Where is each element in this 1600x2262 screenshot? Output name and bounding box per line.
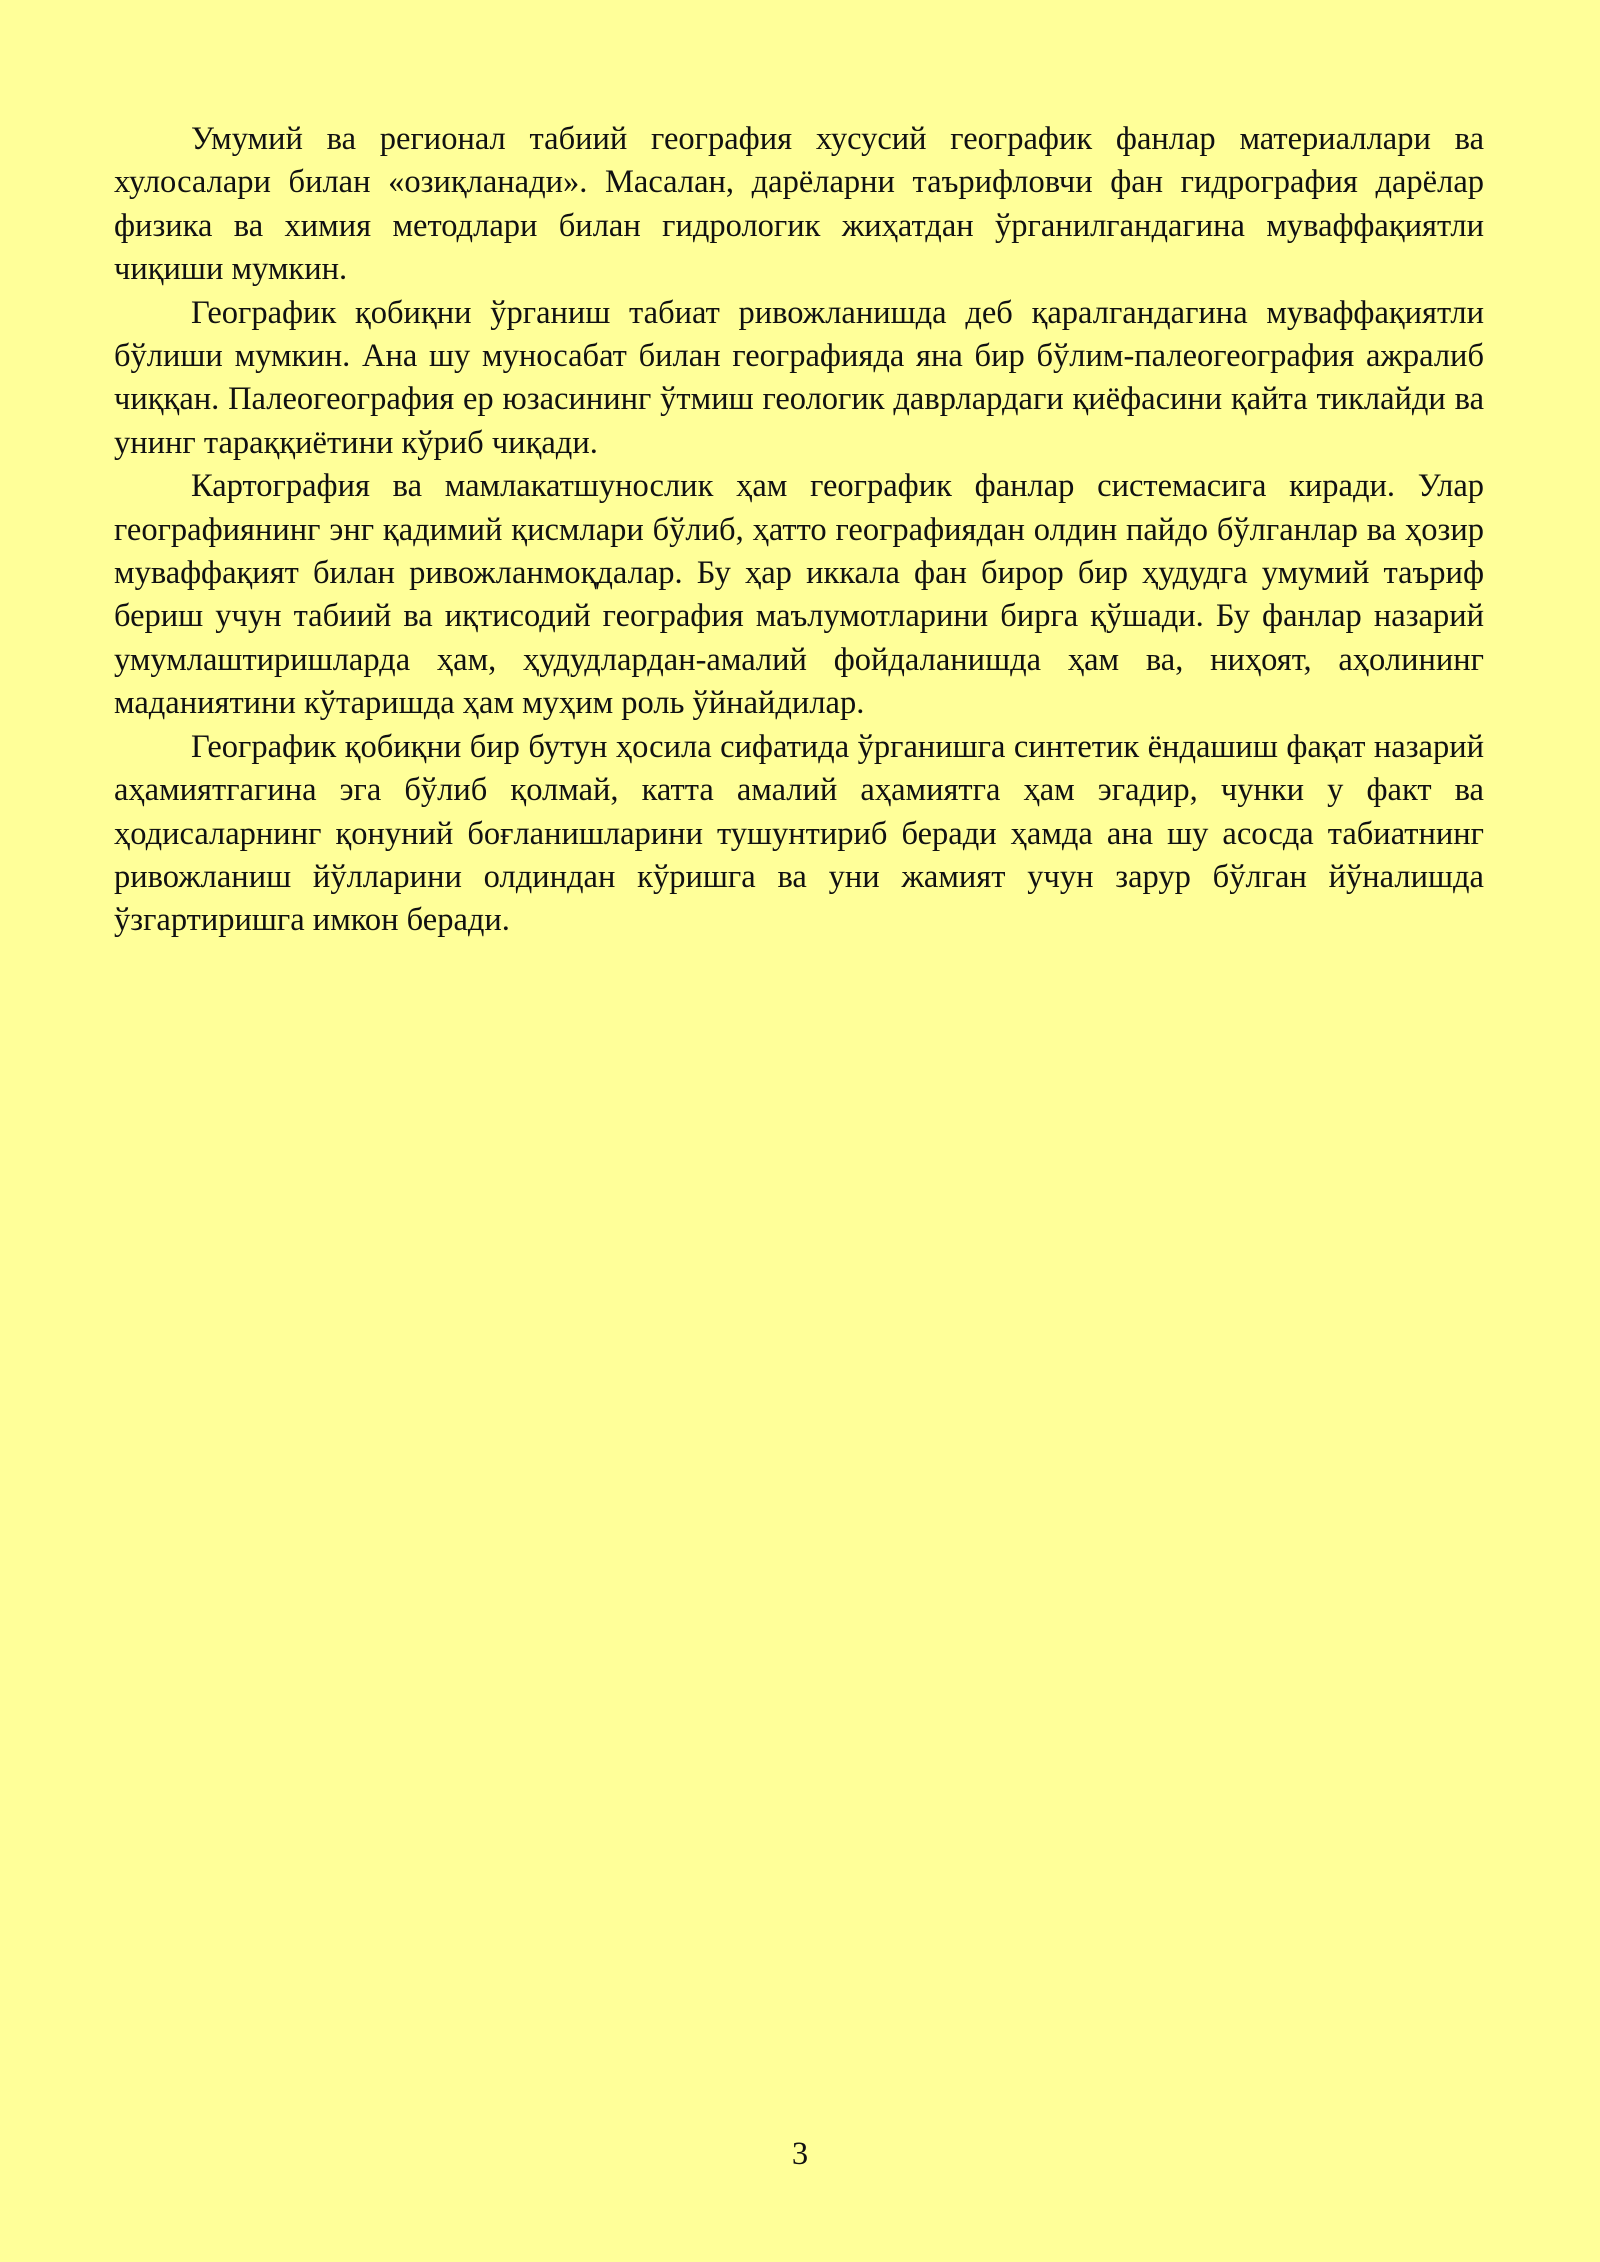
document-body: [114, 118, 1484, 943]
page-number: 3: [791, 2136, 809, 2172]
paragraph: Географик қобиқни ўрганиш табиат ривожланишда деб қаралгандагина муваффақиятли бўлиши мумкин. Ана шу муносабат билан географияда яна бир бўлим-палеогеография ажралиб чиққан. Палеогеография ер юзасининг ўтмиш геологик даврлардаги қиёфасини қайта тиклайди ва унинг тараққиётини кўриб чиқади.: [114, 294, 1484, 461]
paragraph: Географик қобиқни бир бутун ҳосила сифатида ўрганишга синтетик ёндашиш фақат назарий аҳамиятгагина эга бўлиб қолмай, катта амалий аҳамиятга ҳам эгадир, чунки у факт ва ҳодисаларнинг қонуний боғланишларини тушунтириб беради ҳамда ана шу асосда табиатнинг ривожланиш йўлларини олдиндан кўришга ва уни жамият учун зарур бўлган йўналишда ўзгартиришга имкон беради.: [114, 728, 1484, 939]
paragraph: Умумий ва регионал табиий география хусусий географик фанлар материаллари ва хулосалари билан «озиқланади». Масалан, дарёларни таърифловчи фан гидрография дарёлар физика ва химия методлари билан гидрологик жиҳатдан ўрганилгандагина муваффақиятли чиқиши мумкин.: [114, 121, 1484, 288]
paragraph: Картография ва мамлакатшунослик ҳам географик фанлар системасига киради. Улар географиянинг энг қадимий қисмлари бўлиб, ҳатто географиядан олдин пайдо бўлганлар ва ҳозир муваффақият билан ривожланмоқдалар. Бу ҳар иккала фан бирор бир ҳудудга умумий таъриф бериш учун табиий ва иқтисодий география маълумотларини бирга қўшади. Бу фанлар назарий умумлаштиришларда ҳам, ҳудудлардан-амалий фойдаланишда ҳам ва, ниҳоят, аҳолининг маданиятини кўтаришда ҳам муҳим роль ўйнайдилар.: [114, 468, 1484, 722]
